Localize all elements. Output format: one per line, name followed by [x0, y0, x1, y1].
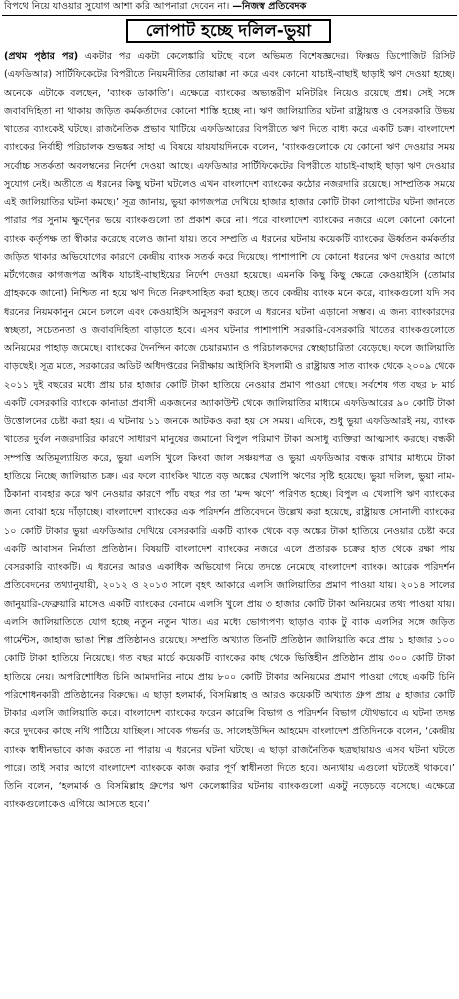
reporter-credit: —নিজস্ব প্রতিবেদক — [232, 1, 307, 12]
separator-line — [2, 15, 457, 16]
article-paragraph — [4, 48, 455, 815]
previous-article-text: বিপথে নিয়ে যাওয়ার সুযোগ আশা করি আপনারা দেবেন না। — [4, 1, 233, 12]
continued-from-label: (প্রথম পৃষ্ঠার পর) — [4, 51, 79, 62]
article-headline: লোপাট হচ্ছে দলিল-ভুয়া — [145, 20, 312, 40]
previous-article-tail — [4, 0, 455, 14]
headline-box — [126, 19, 331, 43]
article-text: একটার পর একটা কেলেঙ্কারি ঘটছে বলে অভিমত বিশেষজ্ঞদের। ফিক্সড ডিপোজিট রিসিট (এফডিআর) সার্টিফিকেটের বিপরীতে নিয়মনীতির তোয়াক্কা না করে এবং কোনো যাচাই-বাছাই ছাড়াই ঋণ দেওয়া হচ্ছে। অনেকে এটাকে বলছেন, ‘ব্যাংক ডাকাতি’। এক্ষেত্রে ব্যাংকের অভ্যন্তরীণ মনিটরিং নিয়েও রয়েছে প্রশ্ন। সেই সঙ্গে জবাবদিহিতা না থাকায় জড়িত কর্মকর্তাদের কোনো শাস্তি হচ্ছে না। ঋণ জালিয়াতির ঘটনা রাষ্ট্রায়ত্ত ও বেসরকারি উভয় খাতের ব্যাংকেই ঘটছে। রাজনৈতিক প্রভাব খাটিয়ে এফডিআরের বিপরীতে ঋণ দিতে বাধ্য করে একটি চক্র। বাংলাদেশ ব্যাংকের নির্বাহী পরিচালক শুভঙ্কর সাহা এ বিষয়ে যায়যায়দিনকে বলেন, ‘ব্যাংকগুলোকে যে কোনো ঋণ দেওয়ার সময় সর্বোচ্চ সতর্কতা অবলম্বনের নির্দেশ দেওয়া আছে। এফডিআর সার্টিফিকেটের বিপরীতে যাচাই-বাছাই ছাড়া ঋণ দেওয়ার সুযোগ নেই। অতীতে এ ধরনের কিছু ঘটনা ঘটলেও এখন বাংলাদেশ ব্যাংকের কঠোর নজরদারি রয়েছে। সাম্প্রতিক সময়ে এই জালিয়াতির ঘটনা কমছে।’ সূত্র জানায়, ভুয়া কাগজপত্র দেখিয়ে হাজার হাজার কোটি টাকা লোপাটের ঘটনা জানতে পারার পর সুনাম ক্ষুণ্নের ভয়ে ব্যাংকগুলো তা প্রকাশ করে না। পরে বাংলাদেশ ব্যাংকের নজরে এলে কোনো কোনো ব্যাংক কর্তৃপক্ষ তা স্বীকার করেছে বলেও জানা যায়। তবে সম্প্রতি এ ধরনের ঘটনায় কয়েকটি ব্যাংকের ঊর্ধ্বতন কর্মকর্তার জড়িত থাকার অভিযোগের কারণে কেন্দ্রীয় ব্যাংক সতর্ক করে দিয়েছে। পাশাপাশি যে কোনো ধরনের ঋণ দেওয়ার আগে মর্টগেজের কাগজপত্র অধিক যাচাই-বাছাইয়ের নির্দেশ দেওয়া হয়েছে। এমনকি কিছু কিছু ক্ষেত্রে কেওয়াইসি (তোমার গ্রাহককে জানো) নিশ্চিত না হয়ে ঋণ দিতে নিরুৎসাহিত করা হচ্ছে। তবে কেন্দ্রীয় ব্যাংক মনে করে, ব্যাংকগুলো যদি সব ধরনের নিয়মকানুন মেনে চললে এবং কেওয়াইসি অনুসরণ করলে এ ধরনের ঘটনা এড়ানো সম্ভব। এ জন্য ব্যাংকারদের স্বচ্ছতা, সচেতনতা ও জবাবদিহিতা বাড়াতে হবে। এসব ঘটনার পাশাপাশি সরকারি-বেসরকারি খাতের ব্যাংকগুলোতে অনিয়মের পাহাড় জমেছে। ব্যাংকের দৈনন্দিন কাজে চেয়ারম্যান ও পরিচালকদের স্বেচ্ছাচারিতা বেড়েছে। ফলে জালিয়াতি বাড়ছেই। সূত্র মতে, সরকারের অডিট অধিদপ্তরের নিরীক্ষায় আইসিবি ইসলামী ও রাষ্ট্রায়ত্ত সাত ব্যাংক থেকে ২০০৯ থেকে ২০১১ দুই বছরের মধ্যে প্রায় চার হাজার কোটি টাকা হাতিয়ে নেওয়ার প্রমাণ পাওয়া গেছে। সর্বশেষ গত বছর ৮ মার্চ একটি বেসরকারি ব্যাংকে কানাডা প্রবাসী একজনের অ্যাকাউন্ট থেকে জালিয়াতির মাধ্যমে এফডিআরের ৯০ কোটি টাকা উত্তোলনের চেষ্টা করা হয়। এ ঘটনায় ১১ জনকে আটকও করা হয় সে সময়। এদিকে, শুধু ভুয়া এফডিআরই নয়, ব্যাংক খাতের দুর্বল নজরদারির কারণে সাধারণ মানুষের জমানো বিপুল পরিমাণ টাকা অসাধু ব্যক্তিরা আত্মসাৎ করছে। বন্ধকী সম্পত্তি অতিমূল্যায়িত করে, ভুয়া এলসি খুলে কিংবা জাল সঞ্চয়পত্র ও ভুয়া এফডিআর বন্ধক রাখার মাধ্যমে টাকা হাতিয়ে নিচ্ছে জালিয়াত চক্র। এর ফলে ব্যাংকিং খাতে বড় অঙ্কের খেলাপি ঋণের সৃষ্টি হয়েছে। ভুয়া দলিল, ভুয়া নাম-ঠিকানা ব্যবহার করে ঋণ নেওয়ার কারণে পাঁচ বছর পর তা ‘মন্দ ঋণে’ পরিণত হচ্ছে। বিপুল এ খেলাপি ঋণ ব্যাংকের জন্য বোঝা হয়ে দাঁড়াচ্ছে। বাংলাদেশ ব্যাংকের এক পরিদর্শন প্রতিবেদনে উল্লেখ করা হয়েছে, রাষ্ট্রায়ত্ত সোনালী ব্যাংকের ১০ কোটি টাকার ভুয়া এফডিআর দেখিয়ে বেসরকারি একটি ব্যাংক থেকে বড় অঙ্কের টাকা হাতিয়ে নেওয়ার চেষ্টা করে একটি আবাসন নির্মাতা প্রতিষ্ঠান। বিষয়টি বাংলাদেশ ব্যাংকের নজরে এলে প্রতারক চক্রের হাত থেকে রক্ষা পায় বেসরকারি ব্যাংকটি। এ ধরনের আরও একাধিক অভিযোগ নিয়ে তদন্তে নেমেছে বাংলাদেশ ব্যাংক। আরেক পরিদর্শন প্রতিবেদনের তথ্যানুযায়ী, ২০১২ ও ২০১৩ সালে বৃহৎ আকারে এলসি জালিয়াতির প্রমাণ পাওয়া যায়। ২০১৪ সালের জানুয়ারি-ফেব্রুয়ারি মাসেও একটি ব্যাংকের বেনামে এলসি খুলে প্রায় ৩ হাজার কোটি টাকা অনিয়মের তথ্য পাওয়া যায়। এলসি জালিয়াতিতে যোগ হচ্ছে নতুন নতুন খাত। এর মধ্যে ভোগ্যপণ্য ছাড়াও ব্যাক টু ব্যাক এলসির সঙ্গে জড়িত গার্মেন্টস, জাহাজ ভাঙা শিল্প প্রতিষ্ঠানও রয়েছে। সম্প্রতি অখ্যাত তিনটি প্রতিষ্ঠান জালিয়াতি করে প্রায় ১ হাজার ১০০ কোটি টাকা হাতিয়ে নিয়েছে। গত বছর মার্চে কয়েকটি ব্যাংকের কাছ থেকে ভিত্তিহীন প্রতিষ্ঠান প্রায় ৩০০ কোটি টাকা হাতিয়ে নেয়। অপরিশোধিত চিনি আমদানির নামে প্রায় ৮০০ কোটি টাকার অনিয়মের প্রমাণ পাওয়া গেছে একটি চিনি পরিশোধনকারী প্রতিষ্ঠানের বিরুদ্ধে। এ ছাড়া হলমার্ক, বিসমিল্লাহ ও আরও কয়েকটি অখ্যাত গ্রুপ প্রায় ৫ হাজার কোটি টাকার এলসি জালিয়াতি করে। বাংলাদেশ ব্যাংকের ফরেন কারেন্সি বিভাগ ও পরিদর্শন বিভাগ যৌথভাবে এ ঘটনা তদন্ত করে দুদকের কাছে নথি পাঠিয়ে যাচ্ছিল। সাবেক গভর্নর ড. সালেহউদ্দিন আহমেদ বাংলাদেশ প্রতিদিনকে বলেন, ‘কেন্দ্রীয় ব্যাংক স্বাধীনভাবে কাজ করতে না পারায় এ ধরনের ঘটনা ঘটছে। এ ছাড়া রাজনৈতিক ছত্রছায়ায়ও এসব ঘটনা ঘটতে পারে। তাই সবার আগে বাংলাদেশ ব্যাংককে কাজ করার পূর্ণ স্বাধীনতা দিতে হবে। অন্যথায় এগুলো ঘটতেই থাকবে।’ তিনি বলেন, ‘হলমার্ক ও বিসমিল্লাহ গ্রুপের ঋণ কেলেঙ্কারির ঘটনায় ব্যাংকগুলো একটু নড়েচড়ে বসেছে। এক্ষেত্রে ব্যাংকগুলোকেও এগিয়ে আসতে হবে।’ — [4, 51, 455, 811]
article-body — [4, 48, 455, 995]
